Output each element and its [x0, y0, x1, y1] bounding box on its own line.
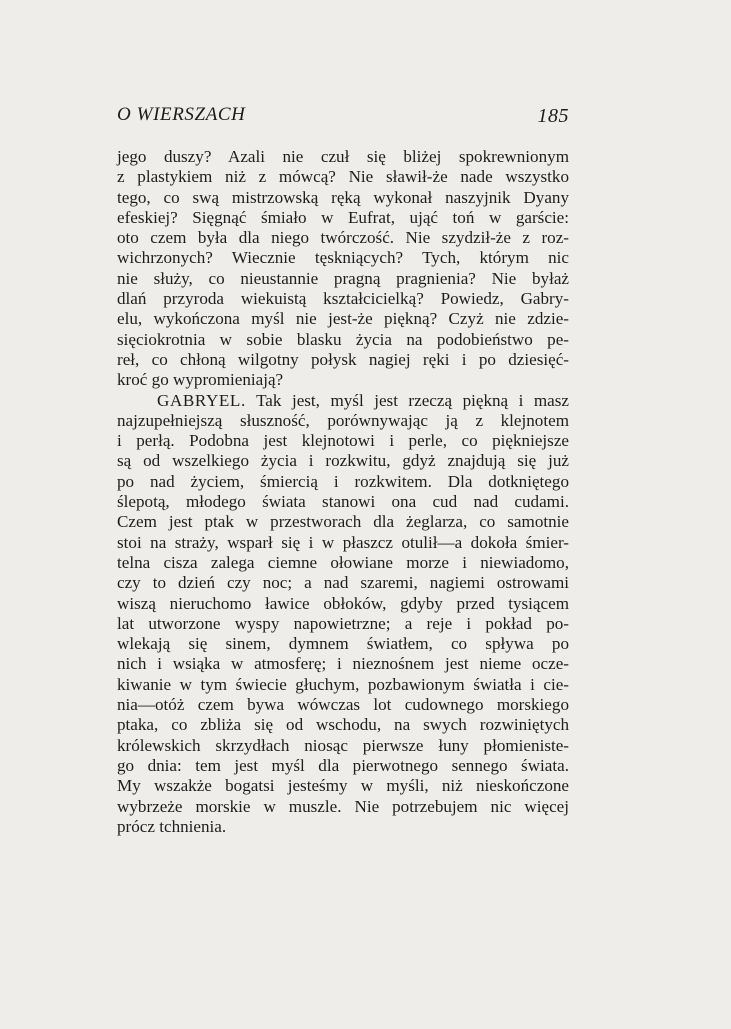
text-line: oto czem była dla niego twórczość. Nie szydził-że z roz- — [117, 228, 569, 248]
text-line: reł, co chłoną wilgotny połysk nagiej ręki i po dziesięć- — [117, 349, 569, 369]
text-line: są od wszelkiego życia i rozkwitu, gdyż znajdują się już — [117, 451, 569, 471]
body-text — [117, 147, 569, 837]
text-line: najzupełniejszą słuszność, porównywając ją z klejnotem — [117, 410, 569, 430]
text-line: kiwanie w tym świecie głuchym, pozbawionym światła i cie- — [117, 674, 569, 694]
text-line: wiszą nieruchomo ławice obłoków, gdyby przed tysiącem — [117, 593, 569, 613]
text-line: sięciokrotnia w sobie blasku życia na podobieństwo pe- — [117, 329, 569, 349]
text-line: ptaka, co zbliża się od wschodu, na swych rozwiniętych — [117, 715, 569, 735]
text-line: ślepotą, młodego świata stanowi ona cud nad cudami. — [117, 492, 569, 512]
text-line: nie służy, co nieustannie pragną pragnienia? Nie byłaż — [117, 268, 569, 288]
text-line: wlekają się sinem, dymnem światłem, co spływa po — [117, 634, 569, 654]
text-line: elu, wykończona myśl nie jest-że piękną? Czyż nie zdzie- — [117, 309, 569, 329]
text-line: wybrzeże morskie w muszle. Nie potrzebujem nic więcej — [117, 796, 569, 816]
speaker-name: GABRYEL. — [157, 390, 246, 410]
text-line: nich i wsiąka w atmosferę; i nieznośnem jest nieme ocze- — [117, 654, 569, 674]
paragraph — [117, 391, 569, 838]
text-line: efeskiej? Sięgnąć śmiało w Eufrat, ująć toń w garście: — [117, 207, 569, 227]
text-line: nia—otóż czem bywa wówczas lot cudownego morskiego — [117, 695, 569, 715]
text-line-rest: Tak jest, myśl jest rzeczą piękną i masz — [256, 390, 569, 410]
text-line: i perłą. Podobna jest klejnotowi i perle, co piękniejsze — [117, 431, 569, 451]
text-line: dlań przyroda wiekuistą kształcicielką? Powiedz, Gabry- — [117, 289, 569, 309]
text-line: tego, co swą mistrzowską ręką wykonał naszyjnik Dyany — [117, 187, 569, 207]
text-line: stoi na straży, wsparł się i w płaszcz otulił—a dokoła śmier- — [117, 532, 569, 552]
text-line — [117, 391, 569, 411]
text-line: jego duszy? Azali nie czuł się bliżej spokrewnionym — [117, 147, 569, 166]
text-line: wichrzonych? Wiecznie tęskniących? Tych, którym nic — [117, 248, 569, 268]
text-line: My wszakże bogatsi jesteśmy w myśli, niż nieskończone — [117, 776, 569, 796]
text-line: prócz tchnienia. — [117, 816, 227, 836]
text-line: telna cisza zalega ciemne ołowiane morze i niewiadomo, — [117, 552, 569, 572]
text-line: królewskich skrzydłach niosąc pierwsze łuny płomieniste- — [117, 735, 569, 755]
text-line: lat utworzone wyspy napowietrzne; a reje i pokład po- — [117, 613, 569, 633]
paragraph — [117, 147, 569, 391]
text-line: go dnia: tem jest myśl dla pierwotnego sennego świata. — [117, 755, 569, 775]
text-line: kroć go wypromieniają? — [117, 370, 284, 390]
page-header — [117, 104, 569, 134]
text-line: czy to dzień czy noc; a nad szaremi, nagiemi ostrowami — [117, 573, 569, 593]
page-number: 185 — [537, 105, 569, 127]
text-line: z plastykiem niż z mówcą? Nie sławił-że nade wszystko — [117, 167, 569, 187]
text-line: po nad życiem, śmiercią i rozkwitem. Dla dotkniętego — [117, 471, 569, 491]
running-title: O WIERSZACH — [117, 104, 246, 125]
text-line: Czem jest ptak w przestworach dla żeglarza, co samotnie — [117, 512, 569, 532]
